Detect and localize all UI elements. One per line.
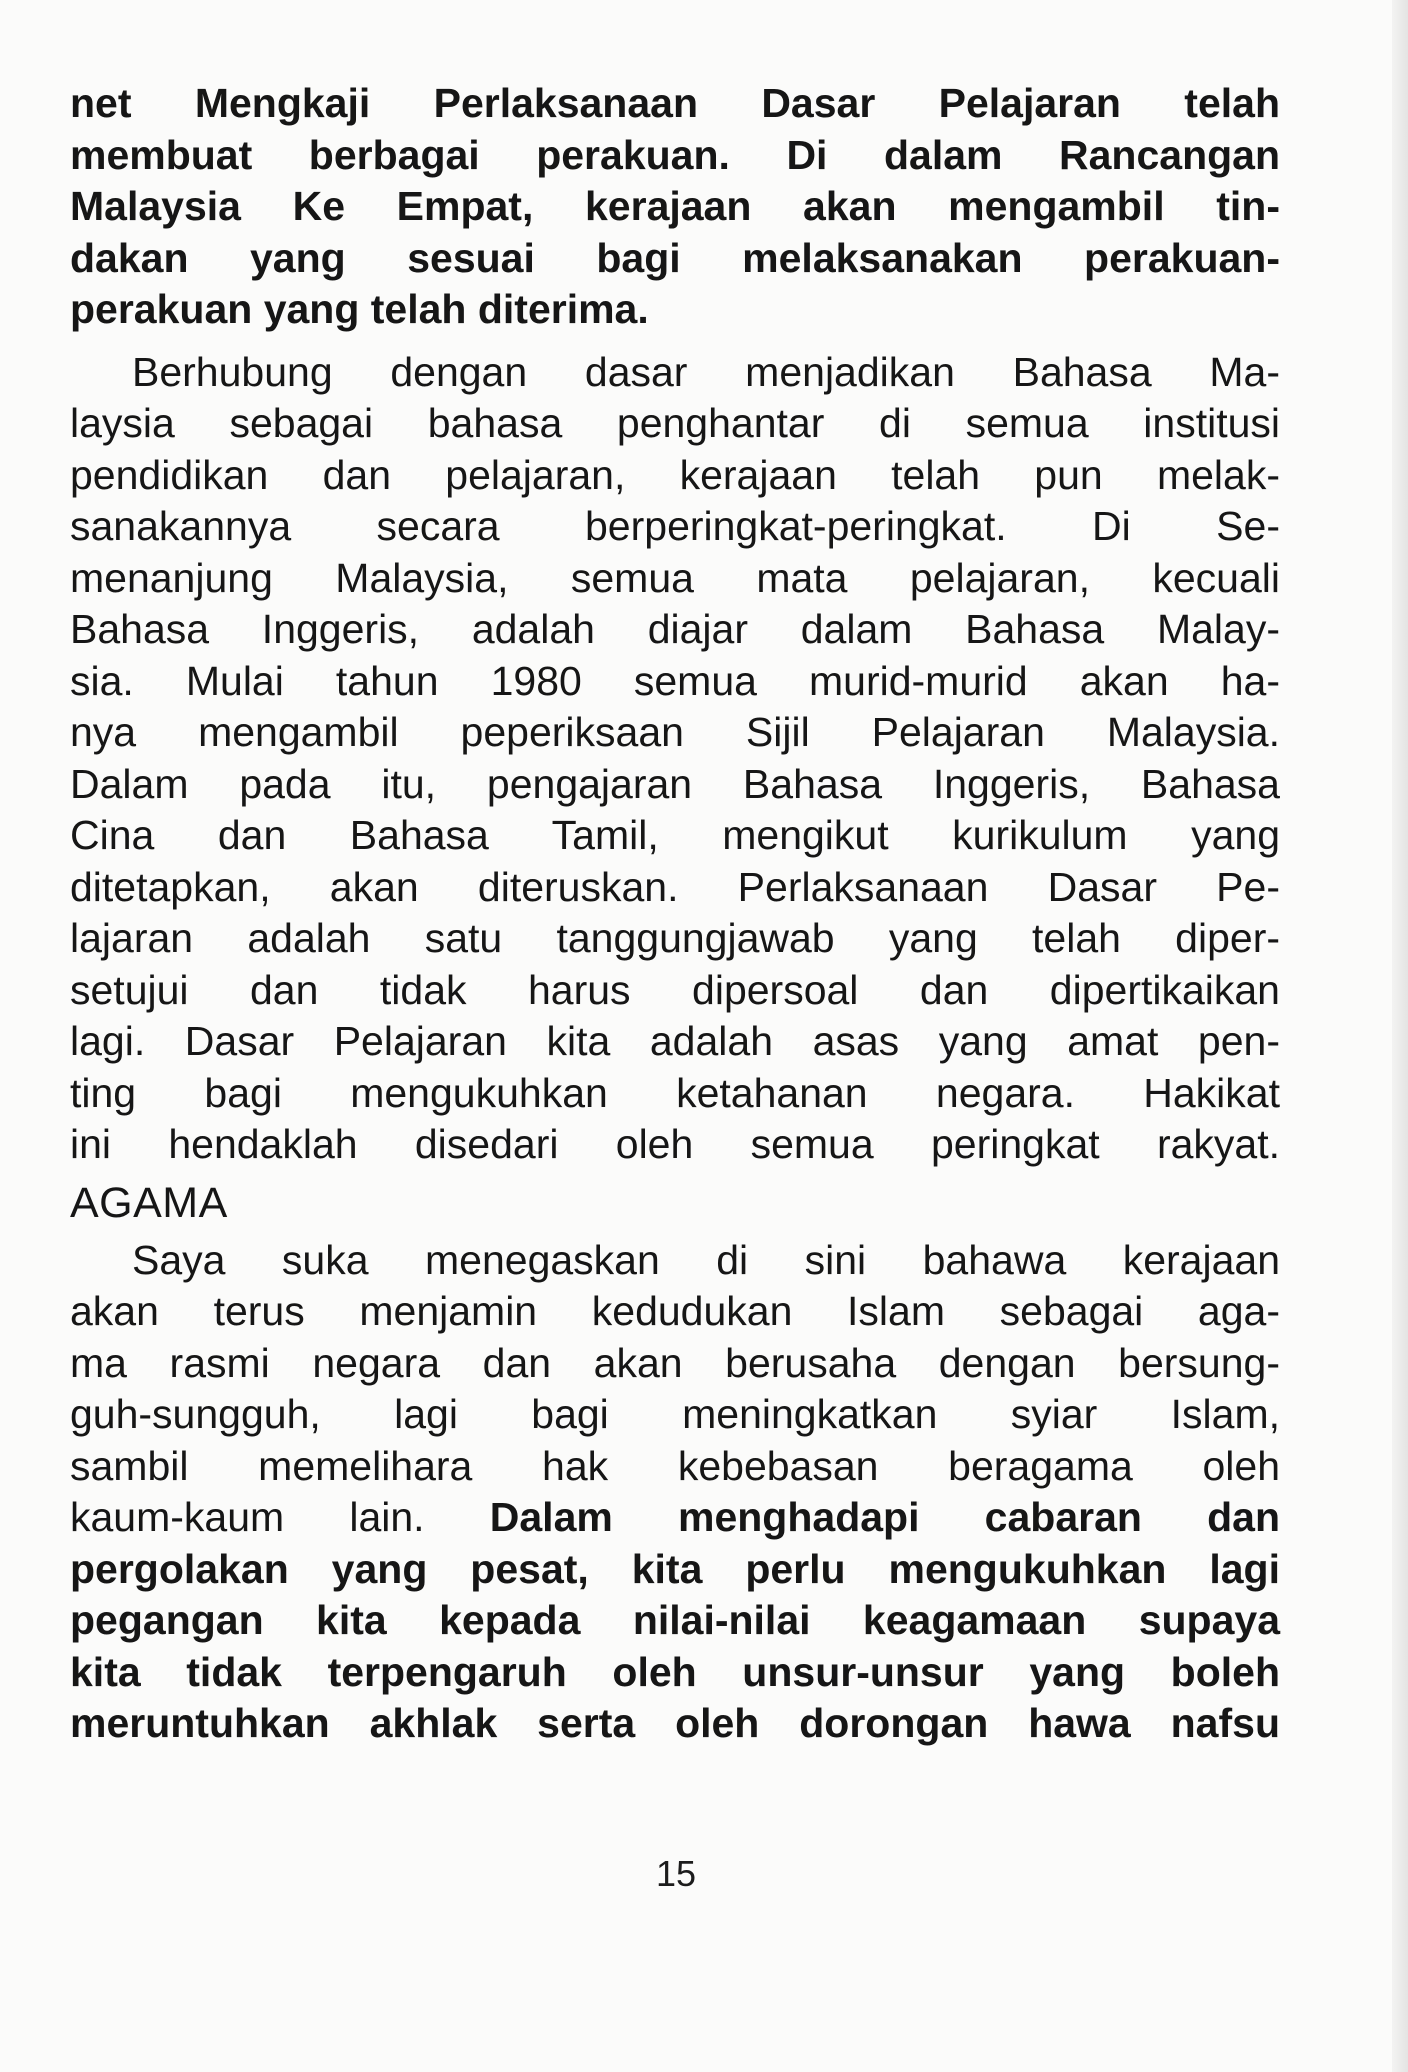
- text-line: sambil memelihara hak kebebasan beragama oleh: [70, 1442, 1280, 1489]
- text-line: akan terus menjamin kedudukan Islam sebagai aga-: [70, 1288, 1280, 1334]
- text-line: laysia sebagai bahasa penghantar di semua institusi: [70, 400, 1280, 446]
- text-line: Malaysia Ke Empat, kerajaan akan mengambil tin-: [70, 183, 1280, 229]
- text-line: lajaran adalah satu tanggungjawab yang telah diper-: [70, 915, 1280, 961]
- text-line: ditetapkan, akan diteruskan. Perlaksanaan Dasar Pe-: [70, 863, 1280, 910]
- text-line: net Mengkaji Perlaksanaan Dasar Pelajaran telah: [70, 80, 1280, 126]
- text-line: sanakannya secara berperingkat-peringkat. Di Se-: [70, 503, 1280, 549]
- section-heading: AGAMA: [70, 1178, 228, 1227]
- text-line: Dalam pada itu, pengajaran Bahasa Inggeris, Bahasa: [70, 760, 1280, 807]
- text-line: sia. Mulai tahun 1980 semua murid-murid akan ha-: [70, 657, 1280, 704]
- text-line: perakuan yang telah diterima.: [70, 286, 649, 332]
- text-line: pergolakan yang pesat, kita perlu mengukuhkan lagi: [70, 1545, 1280, 1592]
- text-line: Berhubung dengan dasar menjadikan Bahasa Ma-: [132, 348, 1280, 395]
- text-line: lagi. Dasar Pelajaran kita adalah asas yang amat pen-: [70, 1018, 1280, 1064]
- text-line: setujui dan tidak harus dipersoal dan dipertikaikan: [70, 966, 1280, 1013]
- text-line: meruntuhkan akhlak serta oleh dorongan hawa nafsu: [70, 1700, 1280, 1746]
- text-line: menanjung Malaysia, semua mata pelajaran, kecuali: [70, 554, 1280, 601]
- text-line: pendidikan dan pelajaran, kerajaan telah pun melak-: [70, 451, 1280, 498]
- text-run-normal: kaum-kaum lain.: [70, 1494, 425, 1540]
- paragraph-continuation: [70, 78, 1280, 336]
- text-line: guh-sungguh, lagi bagi meningkatkan syiar Islam,: [70, 1391, 1280, 1437]
- text-line: Cina dan Bahasa Tamil, mengikut kurikulum yang: [70, 812, 1280, 858]
- paragraph-agama: [70, 1235, 1280, 1750]
- text-line: pegangan kita kepada nilai-nilai keagamaan supaya: [70, 1597, 1280, 1643]
- text-line: ma rasmi negara dan akan berusaha dengan bersung-: [70, 1339, 1280, 1386]
- text-run-bold: Dalam menghadapi cabaran dan: [489, 1494, 1280, 1540]
- text-line-mixed: [70, 1492, 1280, 1544]
- text-line: membuat berbagai perakuan. Di dalam Rancangan: [70, 131, 1280, 178]
- text-line: Saya suka menegaskan di sini bahawa kerajaan: [132, 1236, 1280, 1283]
- text-line: ini hendaklah disedari oleh semua peringkat rakyat.: [70, 1121, 1280, 1167]
- text-line: kita tidak terpengaruh oleh unsur-unsur yang boleh: [70, 1648, 1280, 1695]
- paragraph-bahasa: [70, 347, 1280, 1171]
- text-line: ting bagi mengukuhkan ketahanan negara. Hakikat: [70, 1069, 1280, 1116]
- text-line: dakan yang sesuai bagi melaksanakan perakuan-: [70, 234, 1280, 281]
- paragraph-gap: [70, 336, 1280, 347]
- page-text: [70, 78, 1280, 1750]
- page-number: 15: [655, 1853, 697, 1894]
- text-line: nya mengambil peperiksaan Sijil Pelajaran Malaysia.: [70, 709, 1280, 755]
- page-edge-shadow: [1392, 0, 1408, 2072]
- text-line: Bahasa Inggeris, adalah diajar dalam Bahasa Malay-: [70, 606, 1280, 652]
